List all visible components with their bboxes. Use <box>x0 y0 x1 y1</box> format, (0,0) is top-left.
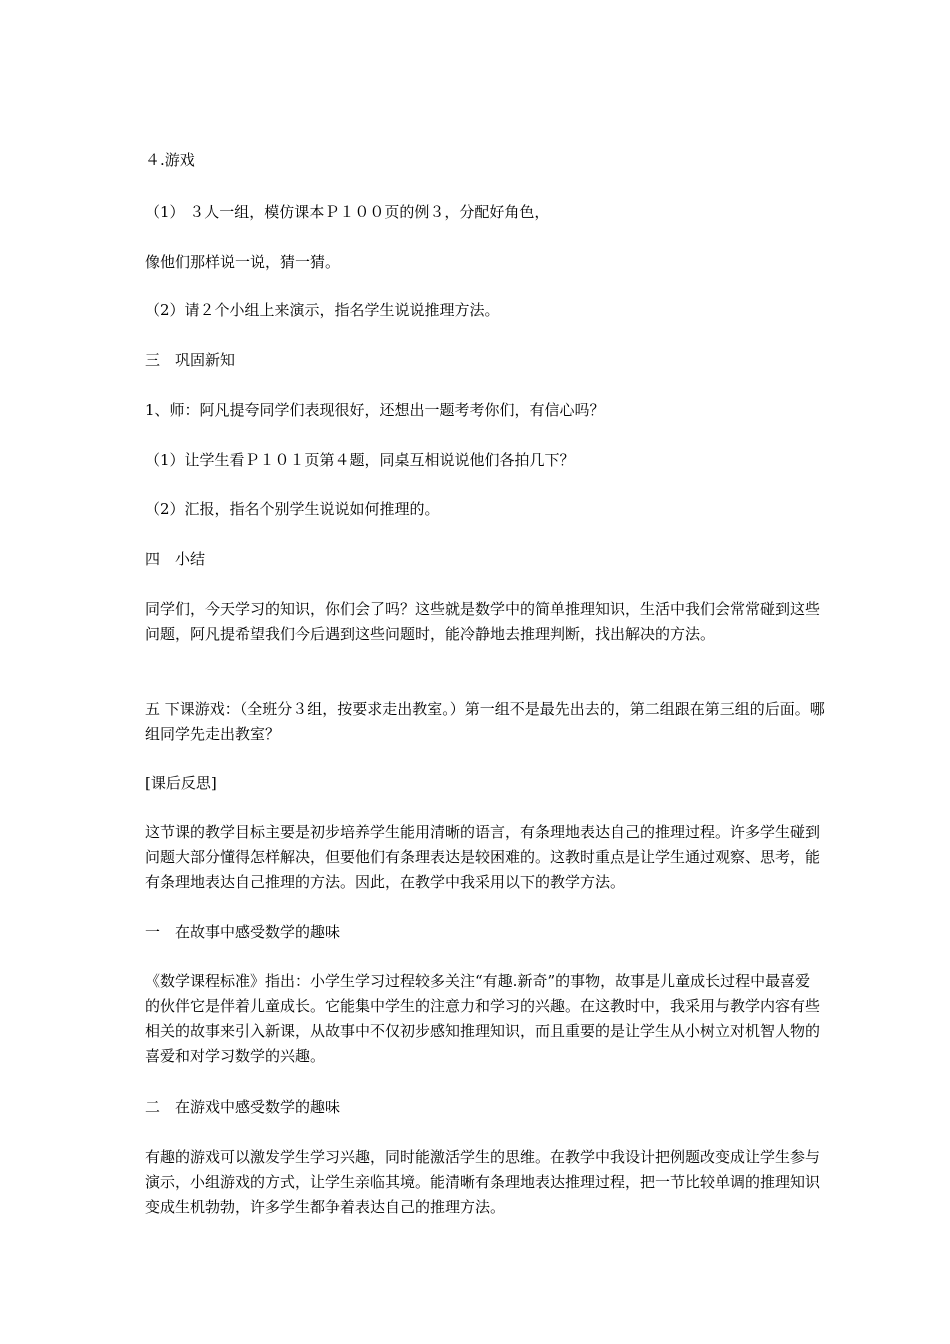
paragraph-class-game: 五 下课游戏：（全班分３组，按要求走出教室。）第一组不是最先出去的，第二组跟在第三组的后面。哪组同学先走出教室？ <box>145 700 825 743</box>
paragraph-story: 《数学课程标准》指出：小学生学习过程较多关注“有趣.新奇”的事物，故事是儿童成长过程中最喜爱的伙伴它是伴着儿童成长。它能集中学生的注意力和学习的兴趣。在这教时中，我采用与教学内容有些相关的故事来引入新课，从故事中不仅初步感知推理知识，而且重要的是让学生从小树立对机智人物的喜爱和对学习数学的兴趣。 <box>145 972 821 1065</box>
paragraph-teacher: 1、师：阿凡提夸同学们表现很好，还想出一题考考你们，有信心吗？ <box>145 401 605 419</box>
heading-summary: 四 小结 <box>145 550 206 568</box>
paragraph-step-1-cont: 像他们那样说一说，猜一猜。 <box>145 253 341 271</box>
paragraph-step-1: （1） ３人一组，模仿课本Ｐ１００页的例３，分配好角色， <box>145 203 550 221</box>
heading-consolidate: 三 巩固新知 <box>145 351 236 369</box>
heading-story: 一 在故事中感受数学的趣味 <box>145 923 341 941</box>
heading-reflection: [课后反思] <box>145 774 217 792</box>
paragraph-step-2: （2）请２个小组上来演示，指名学生说说推理方法。 <box>145 301 500 319</box>
heading-game: ４.游戏 <box>145 151 195 169</box>
paragraph-game-interest: 有趣的游戏可以激发学生学习兴趣，同时能激活学生的思维。在教学中我设计把例题改变成让学生参与演示，小组游戏的方式，让学生亲临其境。能清晰有条理地表达推理过程，把一节比较单调的推理知识变成生机勃勃，许多学生都争着表达自己的推理方法。 <box>145 1148 821 1216</box>
paragraph-consolidate-1: （1）让学生看Ｐ１０１页第４题，同桌互相说说他们各拍几下？ <box>145 451 575 469</box>
paragraph-consolidate-2: （2）汇报，指名个别学生说说如何推理的。 <box>145 500 440 518</box>
paragraph-summary: 同学们，今天学习的知识，你们会了吗？这些就是数学中的简单推理知识，生活中我们会常常碰到这些问题，阿凡提希望我们今后遇到这些问题时，能冷静地去推理判断，找出解决的方法。 <box>145 600 821 643</box>
paragraph-reflection: 这节课的教学目标主要是初步培养学生能用清晰的语言，有条理地表达自己的推理过程。许多学生碰到问题大部分懂得怎样解决，但要他们有条理表达是较困难的。这教时重点是让学生通过观察、思考，能有条理地表达自己推理的方法。因此，在教学中我采用以下的教学方法。 <box>145 823 821 891</box>
heading-game-interest: 二 在游戏中感受数学的趣味 <box>145 1098 341 1116</box>
